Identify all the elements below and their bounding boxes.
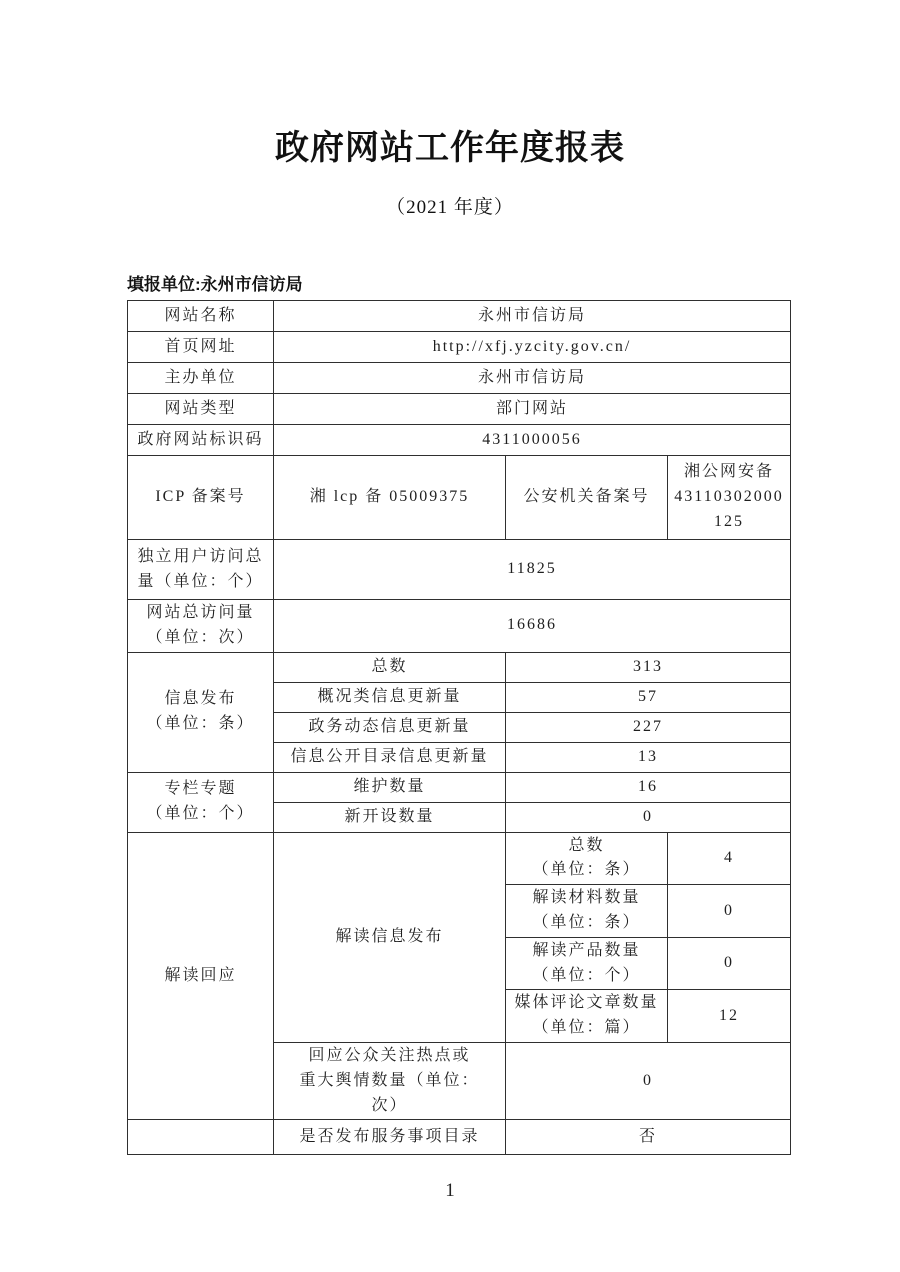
row-host-unit [128, 363, 791, 394]
reporting-unit: 填报单位:永州市信访局 [127, 275, 303, 294]
row-info-total [128, 652, 791, 682]
label-line: （单位：个） [146, 805, 255, 823]
icp-label: ICP 备案号 [128, 456, 274, 540]
row-site-code [128, 425, 791, 456]
label-line: 专栏专题 [164, 780, 237, 798]
row-site-type [128, 394, 791, 425]
label-line: 总数 [568, 836, 605, 854]
page-number: 1 [445, 1180, 455, 1201]
site-type-label: 网站类型 [128, 394, 274, 425]
label-line: 回应公众关注热点或 [308, 1046, 471, 1064]
label-line: 网站总访问量 [146, 604, 255, 621]
row-total-visits [128, 600, 791, 653]
special-columns-label [128, 772, 274, 832]
empty-cell [128, 1120, 274, 1155]
label-line: 独立用户访问总 [137, 547, 264, 565]
service-directory-label: 是否发布服务事项目录 [274, 1120, 506, 1155]
row-site-name [128, 301, 791, 332]
police-record-line: 湘公网安备 [683, 463, 774, 481]
label-line: 信息发布 [164, 690, 237, 708]
label-line: 次） [371, 1096, 408, 1114]
interp-total-value: 4 [668, 832, 791, 885]
label-line: 解读产品数量 [532, 941, 641, 959]
label-line: 重大舆情数量（单位： [299, 1071, 480, 1089]
interpretation-label: 解读回应 [128, 832, 274, 1120]
row-icp [128, 456, 791, 540]
interp-publish-label: 解读信息发布 [274, 832, 506, 1042]
label-line: （单位：条） [532, 861, 641, 879]
site-name-label: 网站名称 [128, 301, 274, 332]
host-unit-value: 永州市信访局 [274, 363, 791, 394]
host-unit-label: 主办单位 [128, 363, 274, 394]
homepage-label: 首页网址 [128, 332, 274, 363]
info-publish-label [128, 652, 274, 772]
column-new-label: 新开设数量 [274, 802, 506, 832]
label-line: （单位：条） [532, 913, 641, 931]
interp-media-label [506, 990, 668, 1043]
row-unique-visitors [128, 540, 791, 600]
label-line: 量（单位：个） [137, 572, 264, 590]
hotspot-label [274, 1042, 506, 1119]
total-visits-label [128, 600, 274, 653]
label-line: （单位：次） [146, 628, 255, 646]
label-line: （单位：条） [146, 715, 255, 733]
row-homepage [128, 332, 791, 363]
site-code-label: 政府网站标识码 [128, 425, 274, 456]
police-record-label: 公安机关备案号 [506, 456, 668, 540]
interp-total-label [506, 832, 668, 885]
label-line: （单位：个） [532, 966, 641, 984]
page-subtitle: （2021 年度） [386, 197, 514, 218]
row-service-directory [128, 1120, 791, 1155]
police-record-line: 43110302000 [674, 488, 784, 506]
total-visits-value: 16686 [274, 600, 791, 653]
column-maintained-label: 维护数量 [274, 772, 506, 802]
info-dynamic-value: 227 [506, 712, 791, 742]
column-maintained-value: 16 [506, 772, 791, 802]
label-line: 解读材料数量 [532, 889, 641, 907]
info-dynamic-label: 政务动态信息更新量 [274, 712, 506, 742]
site-type-value: 部门网站 [274, 394, 791, 425]
row-interp-total [128, 832, 791, 885]
label-line: （单位：篇） [532, 1019, 641, 1037]
hotspot-value: 0 [506, 1042, 791, 1119]
homepage-url: http://xfj.yzcity.gov.cn/ [274, 332, 791, 363]
site-code-value: 4311000056 [274, 425, 791, 456]
interp-product-label [506, 937, 668, 990]
page-title: 政府网站工作年度报表 [275, 129, 625, 167]
unique-visitors-label [128, 540, 274, 600]
police-record-value [668, 456, 791, 540]
info-directory-label: 信息公开目录信息更新量 [274, 742, 506, 772]
interp-material-value: 0 [668, 885, 791, 938]
info-total-value: 313 [506, 652, 791, 682]
interp-product-value: 0 [668, 937, 791, 990]
report-table [127, 300, 791, 1155]
info-total-label: 总数 [274, 652, 506, 682]
unique-visitors-value: 11825 [274, 540, 791, 600]
row-column-maintained [128, 772, 791, 802]
column-new-value: 0 [506, 802, 791, 832]
interp-material-label [506, 885, 668, 938]
info-overview-value: 57 [506, 682, 791, 712]
info-directory-value: 13 [506, 742, 791, 772]
service-directory-value: 否 [506, 1120, 791, 1155]
site-name-value: 永州市信访局 [274, 301, 791, 332]
label-line: 媒体评论文章数量 [514, 994, 659, 1012]
interp-media-value: 12 [668, 990, 791, 1043]
icp-value: 湘 lcp 备 05009375 [274, 456, 506, 540]
info-overview-label: 概况类信息更新量 [274, 682, 506, 712]
police-record-line: 125 [714, 512, 744, 530]
